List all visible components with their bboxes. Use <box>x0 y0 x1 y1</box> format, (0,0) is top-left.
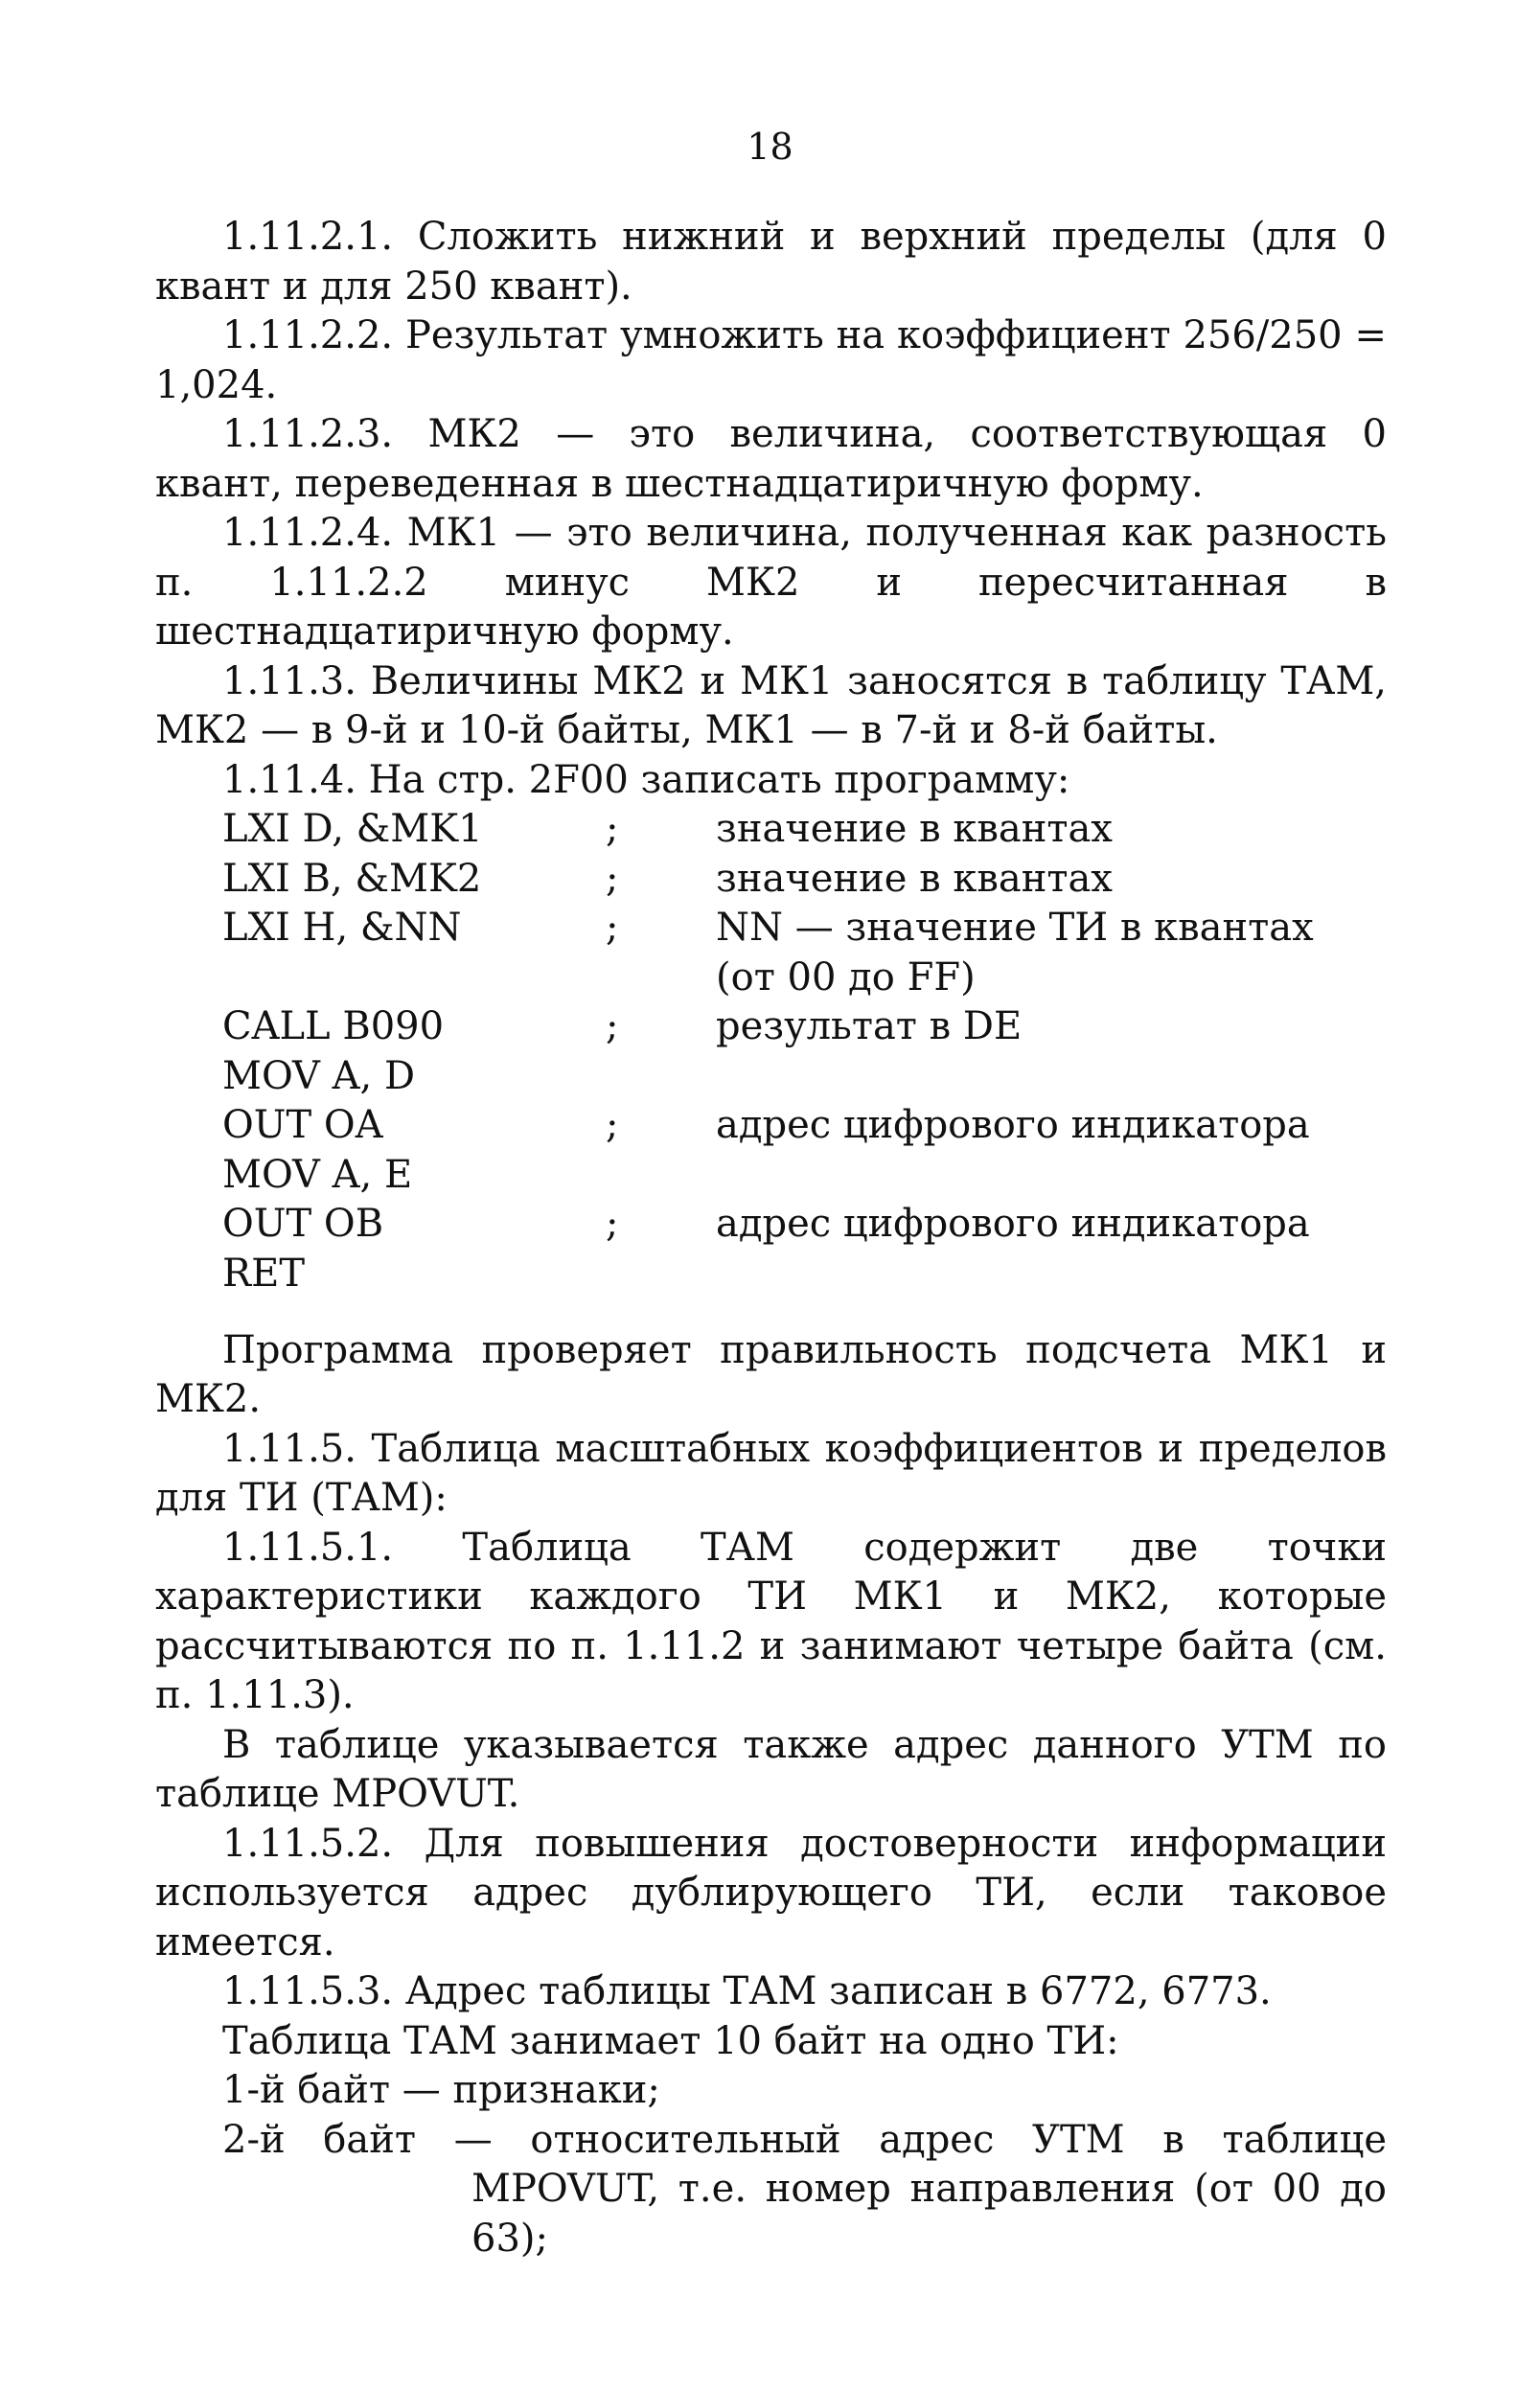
paragraph-1-11-2-2: 1.11.2.2. Результат умножить на коэффициент 256/250 = 1,024. <box>155 313 1387 407</box>
code-separator: ; <box>606 1103 619 1147</box>
code-line <box>222 1052 1387 1102</box>
code-instruction: OUT OB <box>222 1202 384 1246</box>
code-line <box>222 1002 1387 1052</box>
paragraph-1-11-4: 1.11.4. На стр. 2F00 записать программу: <box>222 757 1070 802</box>
paragraph-tam-address: В таблице указывается также адрес данного УТМ по таблице MPOVUT. <box>155 1722 1387 1816</box>
paragraph-1-11-2-1: 1.11.2.1. Сложить нижний и верхний пределы (для 0 квант и для 250 квант). <box>155 215 1387 309</box>
code-comment: результат в DE <box>716 1004 1023 1048</box>
code-line <box>222 1250 1387 1326</box>
code-comment-line: (от 00 до FF) <box>716 954 976 1000</box>
paragraph-1-11-5-2: 1.11.5.2. Для повышения достоверности информации используется адрес дублирующего ТИ, если таковое имеется. <box>155 1821 1387 1965</box>
code-separator: ; <box>606 1004 619 1048</box>
code-separator: ; <box>606 906 619 950</box>
paragraph-1-11-5-1: 1.11.5.1. Таблица ТАМ содержит две точки характеристики каждого ТИ МК1 и МК2, которые рассчитываются по п. 1.11.2 и занимают четыре байта (см. п. 1.11.3). <box>155 1525 1387 1717</box>
code-comment: адрес цифрового индикатора <box>716 1103 1310 1147</box>
paragraph-1-11-5: 1.11.5. Таблица масштабных коэффициентов и пределов для ТИ (ТАМ): <box>155 1426 1387 1520</box>
code-comment <box>716 904 1314 1002</box>
code-instruction: CALL B090 <box>222 1004 445 1048</box>
paragraph-byte-2: 2-й байт — относительный адрес УТМ в таблице MPOVUT, т.е. номер направления (от 00 до 63); <box>222 2117 1387 2261</box>
code-instruction: LXI H, &NN <box>222 906 462 950</box>
paragraph-1-11-5-3: 1.11.5.3. Адрес таблицы ТАМ записан в 6772, 6773. <box>222 1969 1272 2013</box>
paragraph-tam-size: Таблица ТАМ занимает 10 байт на одно ТИ: <box>222 2018 1119 2063</box>
code-instruction: RET <box>222 1251 305 1296</box>
code-line <box>222 855 1387 905</box>
code-instruction: MOV A, E <box>222 1152 413 1197</box>
page-number: 18 <box>747 126 793 168</box>
paragraph-byte-1: 1-й байт — признаки; <box>222 2068 660 2112</box>
code-comment-line: NN — значение ТИ в квантах <box>716 906 1314 950</box>
page-body <box>155 213 1387 2264</box>
paragraph-1-11-2-4: 1.11.2.4. МК1 — это величина, полученная как разность п. 1.11.2.2 минус МК2 и пересчитанная в шестнадцатиричную форму. <box>155 511 1387 654</box>
code-comment: адрес цифрового индикатора <box>716 1202 1310 1246</box>
code-instruction: LXI B, &MK2 <box>222 856 482 901</box>
code-line <box>222 1101 1387 1151</box>
code-comment: значение в квантах <box>716 807 1113 851</box>
code-line <box>222 805 1387 855</box>
code-instruction: LXI D, &MK1 <box>222 807 483 851</box>
code-instruction: OUT OA <box>222 1103 383 1147</box>
paragraph-1-11-2-3: 1.11.2.3. МК2 — это величина, соответствующая 0 квант, переведенная в шестнадцатиричную форму. <box>155 412 1387 506</box>
code-separator: ; <box>606 856 619 901</box>
code-instruction: MOV A, D <box>222 1053 416 1098</box>
code-line <box>222 1200 1387 1250</box>
paragraph-program-check: Программа проверяет правильность подсчета МК1 и МК2. <box>155 1327 1387 1421</box>
program-listing <box>222 805 1387 1326</box>
code-comment: значение в квантах <box>716 856 1113 901</box>
code-line <box>222 904 1387 1002</box>
code-line <box>222 1151 1387 1201</box>
code-separator: ; <box>606 807 619 851</box>
paragraph-1-11-3: 1.11.3. Величины МК2 и МК1 заносятся в таблицу ТАМ, МК2 — в 9-й и 10-й байты, МК1 — в 7-й и 8-й байты. <box>155 658 1387 752</box>
code-separator: ; <box>606 1202 619 1246</box>
